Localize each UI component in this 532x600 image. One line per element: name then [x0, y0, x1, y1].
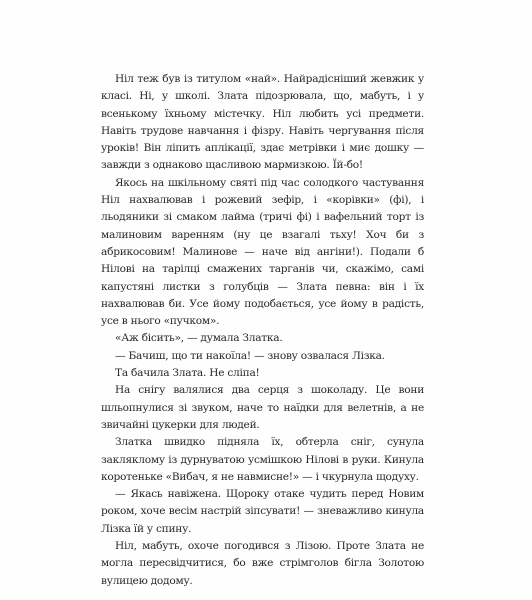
- paragraph: На снігу валялися два серця з шоколаду. Це вони шльопнулися зі звуком, наче то наїдки для велетнів, а не звичайні цукерки для людей.: [101, 384, 424, 431]
- paragraph: Ніл теж був із титулом «най». Найрадісніший жевжик у класі. Ні, у школі. Злата підозрювала, що, мабуть, і у всенькому їхньому містечку. Ніл любить усі предмети. Навіть трудове навчання і фізру. Навіть чергування після уроків! Він ліпить аплікації, здає метрівки і миє дошку — завжди з однаково щасливою мармизкою. Їй-бо!: [101, 73, 424, 172]
- paragraph: «Аж бісить», — думала Златка.: [115, 332, 283, 345]
- paragraph: Та бачила Злата. Не сліпа!: [115, 367, 260, 380]
- paragraph: — Якась навіжена. Щороку отаке чудить перед Новим роком, хоче весім настрій зіпсувати! — зневажливо кинула Лізка їй у спину.: [101, 488, 424, 535]
- paragraph: — Бачиш, що ти накоїла! — знову озвалася Лізка.: [115, 349, 385, 362]
- body-text: [101, 71, 424, 590]
- paragraph: Златка швидко підняла їх, обтерла сніг, сунула закляклому із дурнуватою усмішкою Нілові в руки. Кинула коротеньке «Вибач, я не навмисне!» — і чкурнула щодуху.: [101, 436, 424, 483]
- paragraph: Якось на шкільному святі під час солодкого частування Ніл нахвалював і рожевий зефір, і «корівки» (фі), і льодяники зі смаком лайма (тричі фі) і вафельний торт із малиновим варенням (ну це взагалі тьху! Хоч би з абрикосовим! Малинове — наче від ангіни!). Подали б Нілові на тарілці смажених тарганів чи, скажімо, самі капустяні листки з голубців — Злата певна: він і їх нахвалював би. Усе йому подобається, усе йому в радість, усе в нього «пучком».: [101, 176, 424, 328]
- paragraph: Ніл, мабуть, охоче погодився з Лізою. Проте Злата не могла пересвідчитися, бо вже стрімголов бігла Золотою вулицею додому.: [101, 540, 424, 587]
